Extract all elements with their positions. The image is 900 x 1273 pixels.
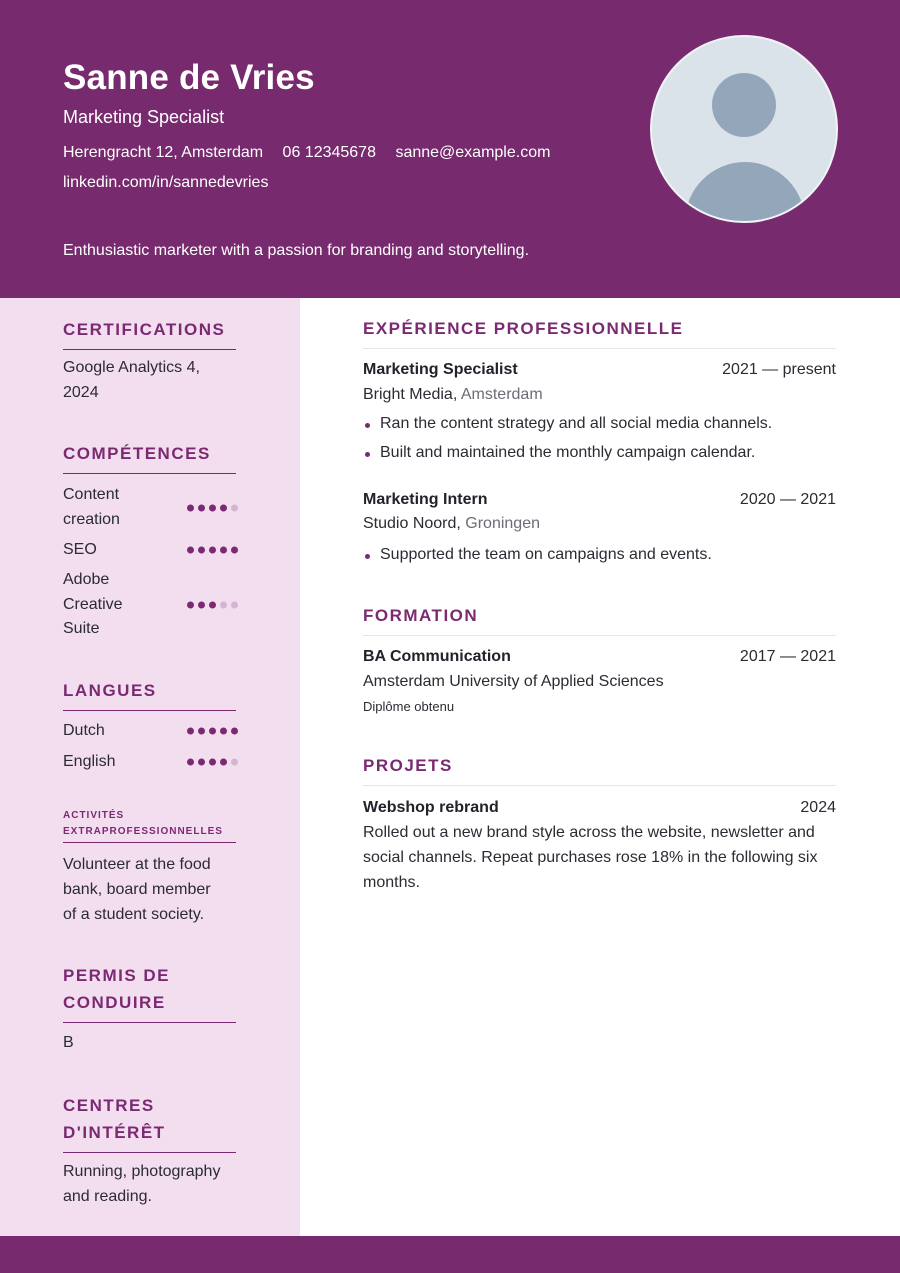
education-title: FORMATION (363, 606, 836, 636)
rating-dot-filled (198, 728, 205, 735)
job-2-header (363, 491, 836, 509)
skill-rating (187, 504, 238, 511)
project-name: Webshop rebrand (363, 799, 499, 816)
certifications-text: Google Analytics 4, 2024 (63, 359, 200, 401)
rating-dot-filled (231, 547, 238, 554)
skill-row (63, 568, 238, 642)
interests-text: Running, photography and reading. (63, 1163, 221, 1205)
job-1-company: Bright Media (363, 386, 453, 403)
job-1-bullet: Built and maintained the monthly campaign calendar. (363, 444, 755, 462)
job-1-city: Amsterdam (460, 386, 543, 403)
project-description: Rolled out a new brand style across the website, newsletter and social channels. Repeat purchases rose 18% in the following six months. (363, 824, 818, 891)
rating-dot-filled (220, 728, 227, 735)
skills-title: COMPÉTENCES (63, 440, 236, 474)
job-2-bullet: Supported the team on campaigns and events. (363, 546, 712, 564)
language-rating (187, 728, 238, 735)
job-2-role: Marketing Intern (363, 491, 488, 508)
rating-dot-filled (187, 547, 194, 554)
contact-line (63, 144, 565, 162)
rating-dot-filled (231, 728, 238, 735)
rating-dot-empty (231, 759, 238, 766)
language-row (63, 719, 238, 744)
skill-rating (187, 547, 238, 554)
rating-dot-empty (231, 504, 238, 511)
rating-dot-filled (198, 504, 205, 511)
projects-title: PROJETS (363, 756, 836, 786)
rating-dot-empty (220, 601, 227, 608)
address: Herengracht 12, Amsterdam (63, 144, 264, 161)
experience-title: EXPÉRIENCE PROFESSIONNELLE (363, 319, 836, 349)
header (0, 0, 900, 298)
license-text: B (63, 1034, 74, 1051)
rating-dot-filled (209, 504, 216, 511)
job-2-company: Studio Noord (363, 515, 457, 532)
rating-dot-filled (198, 759, 205, 766)
rating-dot-filled (220, 547, 227, 554)
linkedin-url: linkedin.com/in/sannedevries (63, 174, 269, 191)
rating-dot-filled (209, 547, 216, 554)
languages-title: LANGUES (63, 677, 236, 711)
job-1-bullet: Ran the content strategy and all social media channels. (363, 415, 772, 433)
avatar (650, 35, 838, 223)
rating-dot-filled (198, 547, 205, 554)
rating-dot-filled (187, 728, 194, 735)
project-year: 2024 (800, 799, 836, 816)
rating-dot-filled (209, 728, 216, 735)
job-1-org: Bright Media, Amsterdam (363, 386, 543, 403)
skill-row (63, 538, 238, 563)
education-degree: BA Communication (363, 648, 511, 665)
education-school: Amsterdam University of Applied Sciences (363, 673, 664, 690)
job-2-org: Studio Noord, Groningen (363, 515, 540, 532)
person-name: Sanne de Vries (63, 58, 315, 97)
skill-name: Content creation (63, 486, 120, 528)
job-title: Marketing Specialist (63, 107, 225, 127)
job-1-role: Marketing Specialist (363, 361, 518, 378)
rating-dot-empty (231, 601, 238, 608)
skill-name: Adobe Creative Suite (63, 571, 123, 637)
avatar-head-shape (712, 73, 776, 137)
email: sanne@example.com (395, 144, 551, 161)
language-rating (187, 759, 238, 766)
summary: Enthusiastic marketer with a passion for branding and storytelling. (63, 242, 530, 259)
license-title: PERMIS DE CONDUIRE (63, 962, 236, 1023)
avatar-body-shape (685, 162, 805, 223)
education-dates: 2017 — 2021 (739, 648, 836, 665)
job-1-header (363, 361, 836, 379)
rating-dot-filled (209, 759, 216, 766)
rating-dot-filled (220, 504, 227, 511)
rating-dot-filled (220, 759, 227, 766)
rating-dot-filled (198, 601, 205, 608)
skill-rating (187, 601, 238, 608)
footer-bar (0, 1236, 900, 1273)
job-2-city: Groningen (465, 515, 540, 532)
education-note: Diplôme obtenu (363, 699, 455, 714)
project-header (363, 799, 836, 817)
rating-dot-filled (187, 759, 194, 766)
rating-dot-filled (187, 504, 194, 511)
skill-name: SEO (63, 541, 97, 558)
job-2-dates: 2020 — 2021 (739, 491, 836, 508)
language-name: English (63, 753, 116, 770)
rating-dot-filled (209, 601, 216, 608)
language-row (63, 750, 238, 775)
skill-row (63, 483, 238, 532)
phone: 06 12345678 (282, 144, 376, 161)
education-header (363, 648, 836, 666)
language-name: Dutch (63, 722, 105, 739)
activities-text: Volunteer at the food bank, board member of a student society. (63, 856, 211, 923)
job-1-dates: 2021 — present (722, 361, 836, 378)
certifications-title: CERTIFICATIONS (63, 316, 236, 350)
interests-title: CENTRES D'INTÉRÊT (63, 1092, 236, 1153)
activities-title: ACTIVITÉS EXTRAPROFESSIONNELLES (63, 808, 236, 843)
rating-dot-filled (187, 601, 194, 608)
